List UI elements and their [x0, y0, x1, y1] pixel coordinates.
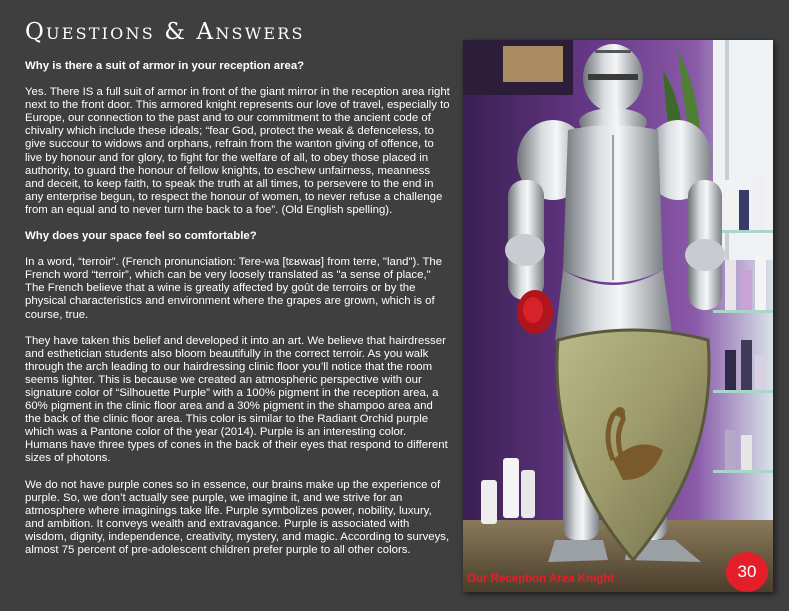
page-title: Questions & Answers	[25, 19, 305, 45]
knight-photo	[463, 40, 773, 592]
question-armor: Why is there a suit of armor in your reception area?	[25, 60, 305, 72]
answer-terroir-paragraph: In a word, “terroir”. (French pronunciation: Tere-wa [tɛʁwaʁ] from terre, "land"). The French word “terroir”, which can be very loosely translated as "a sense of place," The French believe that a wine is greatly affected by goût de terroirs or by the physical characteristics and environment where the grapes are grown, which is of course, true.	[25, 256, 443, 321]
photo-caption: Our Reception Area Knight	[467, 573, 615, 585]
answer-clinic-paragraph: They have taken this belief and developed it into an art. We believe that hairdresser and esthetician students also bloom beautifully in the correct terroir. As you walk through the arch leading to our hairdressing clinic floor you’ll notice that the room seems lighter. This is because we created an atmospheric perspective with our signature color of “Silhouette Purple” with a 100% pigment in the reception area, a 60% pigment in the clinic floor area and a 30% pigment in the shampoo area and the back of the clinic floor area. This color is similar to the Radiant Orchid purple which was a Pantone color of the year (2014). Purple is an interesting color. Humans have three types of cones in the back of their eyes that respond to different sizes of photons.	[25, 334, 448, 465]
faq-text-column	[25, 60, 450, 570]
question-comfortable: Why does your space feel so comfortable?	[25, 230, 257, 243]
answer-armor-paragraph: Yes. There IS a full suit of armor in front of the giant mirror in the reception area right next to the front door. This armored knight represents our love of travel, especially to Europe, our connection to the past and to our commitment to the ancient code of chivalry which include these ideals; “fear God, protect the weak & defenceless, to give succour to widows and orphans, refrain from the wanton giving of offence, to live by honour and for glory, to fight for the welfare of all, to obey those placed in authority, to guard the honour of fellow knights, to eschew unfairness, meanness and deceit, to keep faith, to speak the truth at all times, to persevere to the end in any enterprise begun, to respect the honour of women, to never refuse a challenge from an equal and to never turn the back to a foe”. (Old English spelling).	[25, 86, 450, 216]
page-number-badge: 30	[726, 552, 768, 592]
knight-illustration	[463, 40, 773, 592]
answer-purple-paragraph: We do not have purple cones so in essence, our brains make up the experience of purple. So, we don’t actually see purple, we imagine it, and we strive for an atmosphere where imaginings take life. Purple symbolizes power, nobility, luxury, and ambition. It conveys wealth and extravagance. Purple is associated with wisdom, dignity, independence, creativity, mystery, and magic. According to surveys, almost 75 percent of pre-adolescent children prefer purple to all other colors.	[25, 478, 450, 556]
